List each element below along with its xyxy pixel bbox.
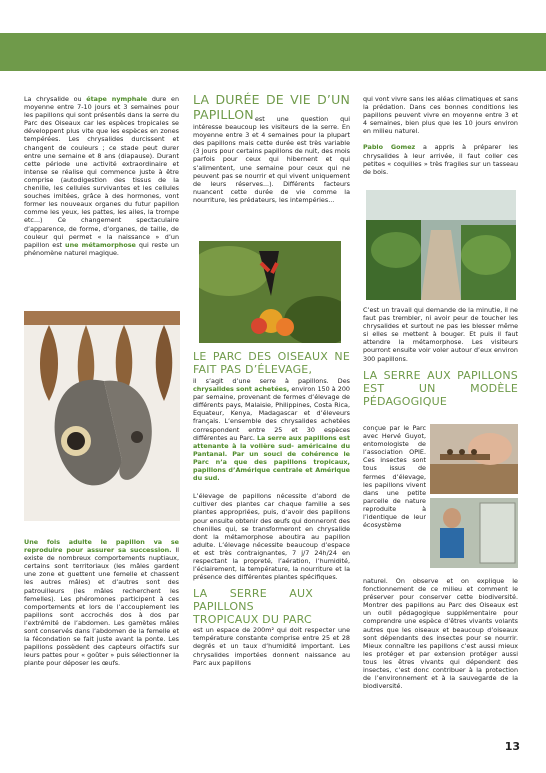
- paragraph-duree-text: est une question qui intéresse beaucoup les visiteurs de la serre. En moyenne entre 3 et 4 semaines pour la plupart des papillons mais cette durée est très variable (3 jours pour certains papillons de nuit, des mois parfois pour ceux qui hibernent et qui s’alimentent, une semaine pour ceux qui ne peuvent pas se nourrir et qui vivent uniquement de leurs réserves...). Différents facteurs nuancent cette durée de vie comme la nourriture, les prédateurs, les intempéries...: [193, 115, 350, 204]
- column-1-lower: [24, 538, 179, 668]
- paragraph-elevage: L’élevage de papillons nécessite d’abord de cultiver des plantes car chaque famille a ses plantes appropriées, puis, d’avoir des papillons pour ensuite obtenir des œufs qui donneront des chenilles qui, se transformeront en chrysalide dont la métamorphose aboutira au papillon adulte. L’élevage nécessite beaucoup d’espace et est très contraignantes, 7 j/7 24h/24 en respectant la propreté, l’aération, l’humidité, l’éclairement, la température, la nourriture et la présence des différentes plantes spécifiques.: [193, 492, 350, 582]
- column-3: [363, 95, 518, 176]
- chrysalis-butterfly-photo: [24, 311, 180, 521]
- paragraph-achat: il s’agit d’une serre à papillons. Des chrysalides sont achetées, environ 150 à 200 par semaine, provenant de fermes d’élevage de différents pays, Malaisie, Philippines, Costa Rica, Equateur, Kenya, Madagascar et d’éleveurs français. L’ensemble des chrysalides achetées correspondent entre 25 et 30 espèces différentes au Parc. La serre aux papillons est attenante à la volière sud- américaine du Pantanal. Par un souci de cohérence le Parc n’a que des papillons tropicaux, papillons d’Amérique centrale et Amérique du sud.: [193, 377, 350, 483]
- page-number: 13: [504, 740, 520, 753]
- column-3-minutie: [363, 306, 518, 408]
- highlight-nymphal: étape nymphale: [86, 95, 148, 103]
- highlight-metamorphose: une métamorphose: [65, 240, 136, 249]
- heading-modele-pedagogique: LA SERRE AUX PAPILLONS EST UN MODÈLE PÉDAGOGIQUE: [363, 368, 518, 408]
- paragraph-serre-200m2: est un espace de 200m² qui doit respecter une température constante comprise entre 25 et 28 degrés et un taux d’humidité important. Les chrysalides importées donnent naissance au Parc aux papillons: [193, 626, 350, 667]
- column-2-duree-text: [193, 115, 350, 204]
- butterfly-flower-photo: [199, 241, 341, 343]
- highlight-pantanal: La serre aux papillons est attenante à la volière sud- américaine du Pantanal. Par un souci de cohérence le Parc n’a que des papillons tropicaux, papillons d’Amérique centrale et Amérique du sud.: [193, 433, 350, 483]
- worker-greenhouse-photo: [430, 498, 518, 568]
- name-pablo-gomez: Pablo Gomez: [363, 143, 416, 152]
- highlight-reproduction: Une fois adulte le papillon va se reproduire pour assurer sa succession.: [24, 538, 179, 555]
- paragraph-minutie: C’est un travail qui demande de la minutie, il ne faut pas trembler, ni avoir peur de toucher les chrysalides et surtout ne pas les blesser même si elles se mettent à bouger. Et puis il faut attendre la métamorphose. Les visiteurs pourront ensuite voir voler autour d’eux environ 300 papillons.: [363, 306, 518, 363]
- header-banner: [0, 33, 546, 71]
- paragraph-chrysalide: La chrysalide ou étape nymphale dure en moyenne entre 7-10 jours et 3 semaines pour les papillons qui sont présentés dans la serre du Parc des Oiseaux car les espèces tropicales se développent plus vite que les espèces en zones tempérées. Les chrysalides durcissent et changent de couleurs ; ce stade peut durer entre une semaine et 8 ans (diapause). Durant cette période une activité extraordinaire et intense se réalise qui commence juste à être comprise (autodigestion des tissus de la chenille, les cellules survivantes et les cellules souches imitées, grâce à des hormones, vont former les nouveaux organes du futur papillon comme les yeux, les pattes, les ailes, la trompe etc...) Ce changement spectaculaire d’apparence, de forme, d’organes, de taille, de couleur qui permet « la naissance » d’un papillon est une métamorphose qui reste un phénomène naturel magique.: [24, 95, 180, 257]
- column-2-elevage: [193, 350, 350, 667]
- paragraph-pedagogique-b: naturel. On observe et on explique le fonctionnement de ce milieu et comment le préserver pour conserver cette biodiversité. Montrer des papillons au Parc des Oiseaux est un outil pédagogique supplémentaire pour comprendre une espèce d’êtres vivants volants autres que les oiseaux et beaucoup d’oiseaux sont dépendants des insectes pour se nourrir. Mieux connaître les papillons c’est aussi mieux les protéger et par extension protéger aussi tous les êtres vivants qui dépendent des insectes, c’est donc contribuer à la protection de l’environnement et à la sauvegarde de la biodiversité.: [363, 577, 518, 691]
- column-3-pedago-b: [363, 577, 518, 690]
- highlight-chrysalides-achetees: chrysalides sont achetées,: [193, 385, 290, 394]
- column-1: [24, 95, 179, 257]
- column-3-pedago-a: [363, 424, 426, 529]
- paragraph-pablo: Pablo Gomez a appris à préparer les chrysalides à leur arrivée, il faut coller ces petites « coquilles » très fragiles sur un tasseau de bois.: [363, 143, 518, 176]
- paragraph-climat: qui vont vivre sans les aléas climatiques et sans la prédation. Dans ces bonnes conditions les papillons peuvent vivre en moyenne entre 3 et 4 semaines, bien plus que les 10 jours environ en milieu naturel.: [363, 95, 518, 136]
- heading-serre-tropicaux: LA SERRE AUX PAPILLONS TROPICAUX DU PARC: [193, 587, 313, 627]
- heading-duree-de-vie: LA DURÉE DE VIE D’UN PAPILLON: [193, 92, 350, 122]
- gluing-chrysalides-photo: [430, 424, 518, 494]
- paragraph-reproduction: Une fois adulte le papillon va se reproduire pour assurer sa succession. Il existe de nombreux comportements nuptiaux, certains sont territoriaux (les mâles gardent une zone et guettent une femelle et chassent les autres mâles) et d’autres sont des patrouilleurs (les mâles recherchent les femelles). Les phéromones participent à ces comportements et lors de l’accouplement les papillons sont accrochés dos à dos par l’extrémité de l’abdomen. Les gamètes mâles sont conservés dans l’abdomen de la femelle et la fécondation se fait juste avant la ponte. Les papillons possèdent des capteurs olfactifs sur leurs pattes pour « goûter » puis sélectionner la plante pour déposer les œufs.: [24, 538, 179, 668]
- paragraph-pedagogique-a: conçue par le Parc avec Hervé Guyot, entomologiste de l’association OPIE. Ces insectes sont tous issus de fermes d’élevage, les papillons vivent dans une petite parcelle de nature reproduite à l’identique de leur écosystème: [363, 424, 426, 530]
- greenhouse-photo: [366, 190, 516, 300]
- heading-parc-elevage: LE PARC DES OISEAUX NE FAIT PAS D’ÉLEVAGE,: [193, 350, 350, 376]
